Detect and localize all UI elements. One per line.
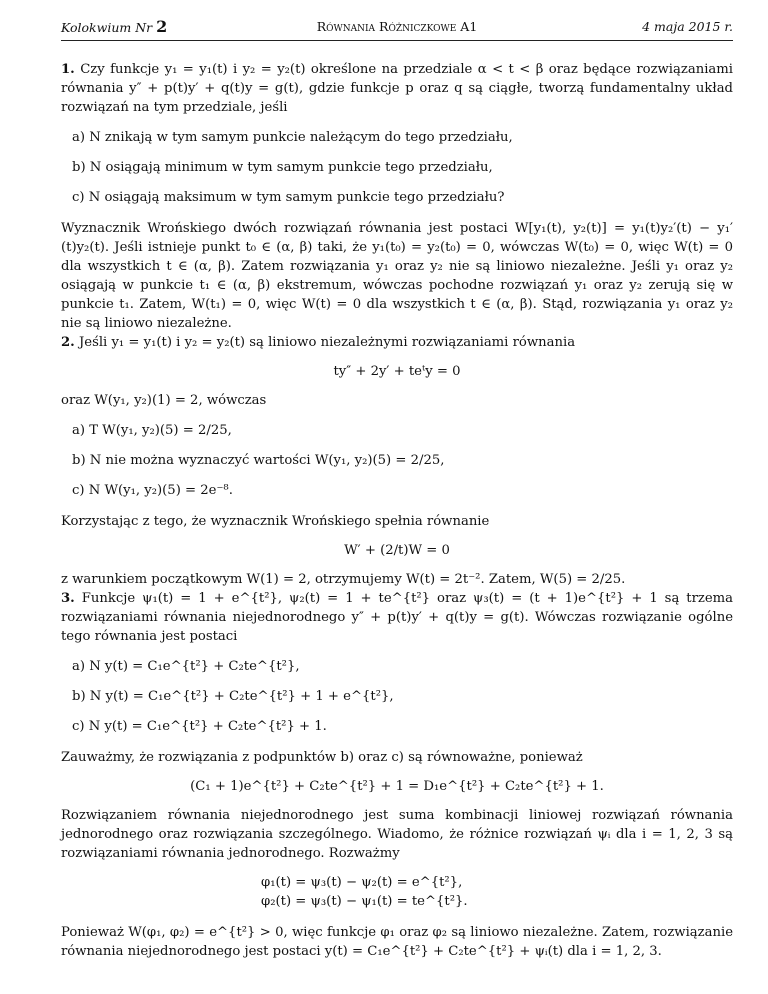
problem-3-equation-1: (C₁ + 1)e^{t²} + C₂te^{t²} + 1 = D₁e^{t²} + C₂te^{t²} + 1. (190, 779, 604, 794)
problem-1-option-c: c) N osiągają maksimum w tym samym punkcie tego przedziału? (72, 190, 505, 205)
problem-1-option-a: a) N znikają w tym samym punkcie należącym do tego przedziału, (72, 130, 513, 145)
header-center: Równania Różniczkowe A1 (316, 19, 478, 34)
problem-3-solution-2: Rozwiązaniem równania niejednorodnego jest suma kombinacji liniowej rozwiązań równania jednorodnego oraz rozwiązania szczególnego. Wiadomo, że różnice rozwiązań ψᵢ dla i = 1, 2, 3 są rozwiązaniami równania jednorodnego. Rozważmy (61, 808, 733, 861)
problem-2-option-b: b) N nie można wyznaczyć wartości W(y₁, y₂)(5) = 2/25, (72, 453, 445, 468)
problem-2-option-c: c) N W(y₁, y₂)(5) = 2e⁻⁸. (72, 483, 233, 498)
problem-3-solution-3: Ponieważ W(φ₁, φ₂) = e^{t²} > 0, więc funkcje φ₁ oraz φ₂ są liniowo niezależne. Zatem, rozwiązanie równania niejednorodnego jest postaci y(t) = C₁e^{t²} + C₂te^{t²} + ψᵢ(t) dla i = 1, 2, 3. (61, 925, 733, 959)
header-left: Kolokwium Nr 2 (61, 17, 168, 36)
problem-2-solution-equation: W′ + (2/t)W = 0 (344, 543, 450, 558)
problem-3-equation-3: φ₂(t) = ψ₃(t) − ψ₁(t) = te^{t²}. (261, 894, 468, 909)
problem-2-equation: ty″ + 2y′ + teᵗy = 0 (333, 364, 461, 379)
header-rule (61, 40, 733, 41)
page-header (61, 17, 733, 37)
problem-3: 3. Funkcje ψ₁(t) = 1 + e^{t²}, ψ₂(t) = 1 + te^{t²} oraz ψ₃(t) = (t + 1)e^{t²} + 1 są trzema rozwiązaniami równania niejednorodnego y″ + p(t)y′ + q(t)y = g(t). Wówczas rozwiązanie ogólne tego równania jest postaci (61, 591, 733, 644)
problem-1-solution: Wyznacznik Wrońskiego dwóch rozwiązań równania jest postaci W[y₁(t), y₂(t)] = y₁(t)y₂′(t) − y₁′(t)y₂(t). Jeśli istnieje punkt t₀ ∈ (α, β) taki, że y₁(t₀) = y₂(t₀) = 0, wówczas W(t₀) = 0, więc W(t) = 0 dla wszystkich t ∈ (α, β). Zatem rozwiązania y₁ oraz y₂ nie są liniowo niezależne. Jeśli y₁ oraz y₂ osiągają w punkcie t₁ ∈ (α, β) ekstremum, wówczas pochodne rozwiązań y₁ oraz y₂ zerują się w punkcie t₁. Zatem, W(t₁) = 0, więc W(t) = 0 dla wszystkich t ∈ (α, β). Stąd, rozwiązania y₁ oraz y₂ nie są liniowo niezależne. (61, 221, 733, 331)
problem-2-solution-end: z warunkiem początkowym W(1) = 2, otrzymujemy W(t) = 2t⁻². Zatem, W(5) = 2/25. (61, 572, 626, 587)
problem-2-condition: oraz W(y₁, y₂)(1) = 2, wówczas (61, 393, 267, 408)
problem-1-option-b: b) N osiągają minimum w tym samym punkcie tego przedziału, (72, 160, 493, 175)
problem-2-solution-intro: Korzystając z tego, że wyznacznik Wrońskiego spełnia równanie (61, 514, 490, 529)
problem-1: 1. Czy funkcje y₁ = y₁(t) i y₂ = y₂(t) określone na przedziale α < t < β oraz będące rozwiązaniami równania y″ + p(t)y′ + q(t)y = g(t), gdzie funkcje p oraz q są ciągłe, tworzą fundamentalny układ rozwiązań na tym przedziale, jeśli (61, 62, 733, 115)
content (61, 60, 733, 961)
problem-3-equation-2: φ₁(t) = ψ₃(t) − ψ₂(t) = e^{t²}, (261, 875, 463, 890)
problem-2-option-a: a) T W(y₁, y₂)(5) = 2/25, (72, 423, 232, 438)
problem-2: 2. Jeśli y₁ = y₁(t) i y₂ = y₂(t) są liniowo niezależnymi rozwiązaniami równania (61, 335, 576, 350)
problem-3-option-c: c) N y(t) = C₁e^{t²} + C₂te^{t²} + 1. (72, 719, 327, 734)
problem-3-option-a: a) N y(t) = C₁e^{t²} + C₂te^{t²}, (72, 659, 300, 674)
problem-3-option-b: b) N y(t) = C₁e^{t²} + C₂te^{t²} + 1 + e^{t²}, (72, 689, 394, 704)
header-date: 4 maja 2015 r. (642, 19, 733, 34)
problem-3-solution-1: Zauważmy, że rozwiązania z podpunktów b) oraz c) są równoważne, ponieważ (61, 750, 583, 765)
